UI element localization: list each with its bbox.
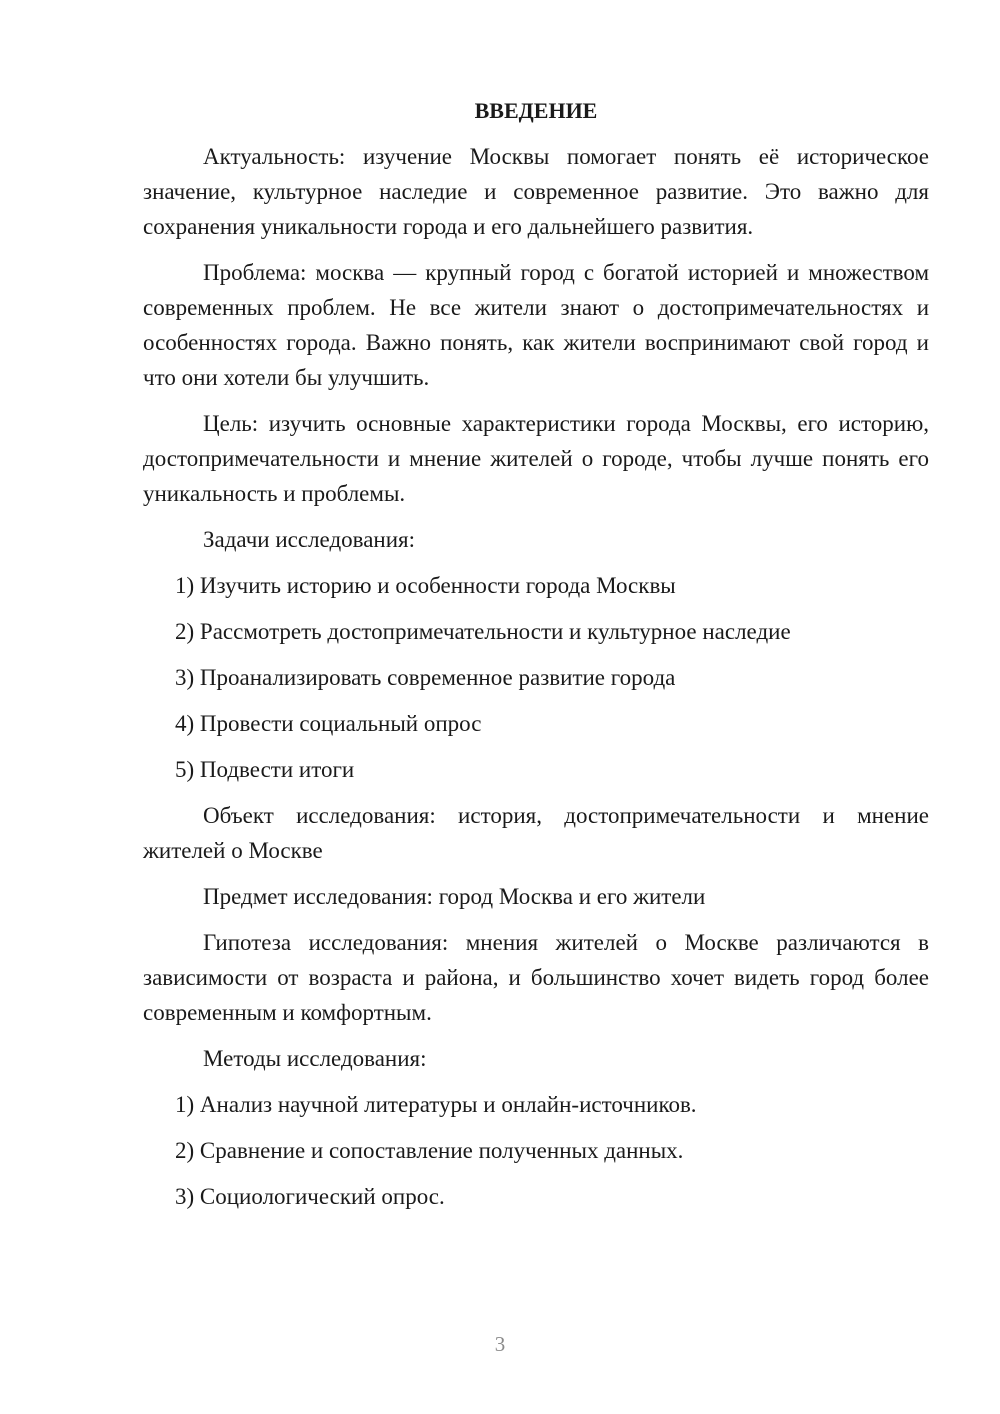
page-number: 3 xyxy=(494,1332,506,1356)
document-page xyxy=(143,93,929,1225)
section-title: ВВЕДЕНИЕ xyxy=(474,98,598,123)
task-item: 4) Провести социальный опрос xyxy=(175,711,482,736)
methods-heading: Методы исследования: xyxy=(203,1046,427,1071)
goal-paragraph: Цель: изучить основные характеристики города Москвы, его историю, достопримечательности и мнение жителей о городе, чтобы лучше понять его уникальность и проблемы. xyxy=(143,411,929,506)
method-item: 1) Анализ научной литературы и онлайн-источников. xyxy=(175,1092,697,1117)
task-item: 3) Проанализировать современное развитие города xyxy=(175,665,676,690)
tasks-heading: Задачи исследования: xyxy=(203,527,416,552)
hypothesis-paragraph: Гипотеза исследования: мнения жителей о Москве различаются в зависимости от возраста и района, и большинство хочет видеть город более современным и комфортным. xyxy=(143,930,929,1025)
task-item: 1) Изучить историю и особенности города Москвы xyxy=(175,573,676,598)
method-item: 2) Сравнение и сопоставление полученных данных. xyxy=(175,1138,684,1163)
object-paragraph: Объект исследования: история, достопримечательности и мнение жителей о Москве xyxy=(143,803,929,863)
relevance-paragraph: Актуальность: изучение Москвы помогает понять её историческое значение, культурное наследие и современное развитие. Это важно для сохранения уникальности города и его дальнейшего развития. xyxy=(143,144,929,239)
task-item: 5) Подвести итоги xyxy=(175,757,355,782)
problem-paragraph: Проблема: москва — крупный город с богатой историей и множеством современных проблем. Не все жители знают о достопримечательностях и особенностях города. Важно понять, как жители воспринимают свой город и что они хотели бы улучшить. xyxy=(143,260,929,390)
method-item: 3) Социологический опрос. xyxy=(175,1184,445,1209)
task-item: 2) Рассмотреть достопримечательности и культурное наследие xyxy=(175,619,791,644)
subject-paragraph: Предмет исследования: город Москва и его жители xyxy=(203,884,706,909)
